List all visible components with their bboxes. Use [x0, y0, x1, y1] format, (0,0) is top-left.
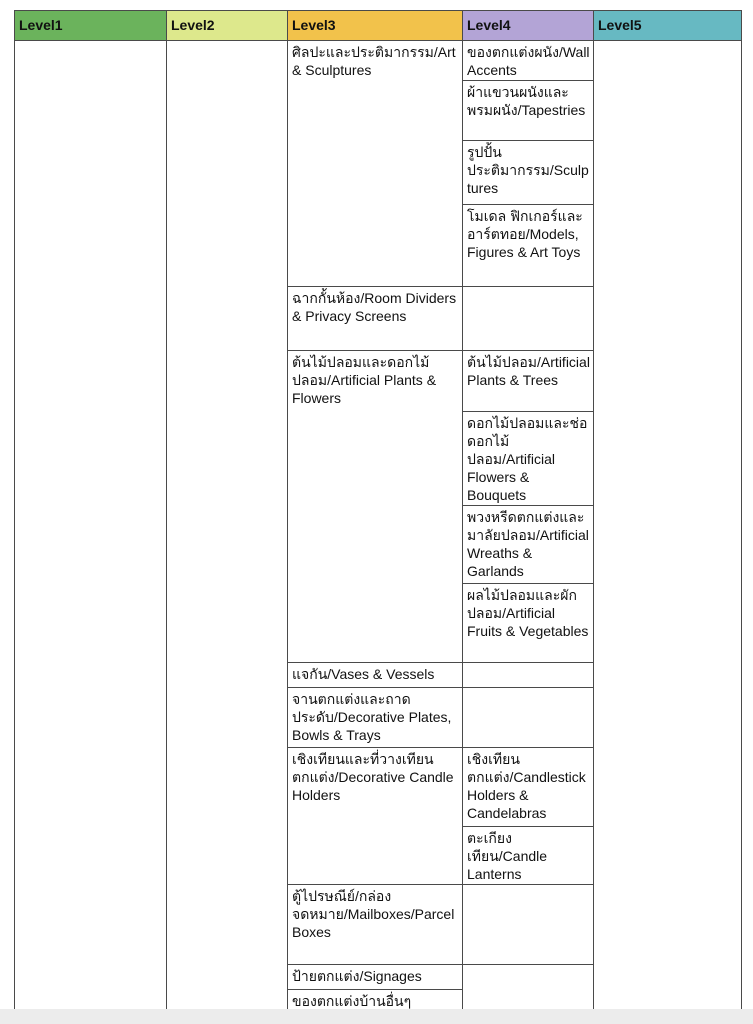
level4-empty-cell	[463, 287, 594, 351]
table-row	[15, 41, 742, 81]
level1-cell	[15, 41, 167, 1015]
header-level5: Level5	[594, 11, 742, 41]
level4-candle-lanterns: ตะเกียงเทียน/Candle Lanterns	[463, 827, 594, 885]
level4-artificial-wreaths: พวงหรีดตกแต่งและมาลัยปลอม/Artificial Wreaths & Garlands	[463, 506, 594, 584]
level2-cell	[167, 41, 288, 1015]
header-level4: Level4	[463, 11, 594, 41]
level3-artificial-plants: ต้นไม้ปลอมและดอกไม้ปลอม/Artificial Plants & Flowers	[288, 351, 463, 663]
level4-sculptures: รูปปั้นประติมากรรม/Sculptures	[463, 141, 594, 205]
header-level3: Level3	[288, 11, 463, 41]
header-level1: Level1	[15, 11, 167, 41]
level4-tapestries: ผ้าแขวนผนังและพรมผนัง/Tapestries	[463, 81, 594, 141]
category-table	[14, 10, 742, 1015]
level4-models-figures: โมเดล ฟิกเกอร์และอาร์ตทอย/Models, Figures & Art Toys	[463, 205, 594, 287]
level3-candle-holders: เชิงเทียนและที่วางเทียนตกแต่ง/Decorative Candle Holders	[288, 748, 463, 885]
page-bottom-margin	[0, 1009, 753, 1024]
level4-empty-cell	[463, 885, 594, 965]
level4-empty-cell	[463, 688, 594, 748]
header-row	[15, 11, 742, 41]
level3-vases: แจกัน/Vases & Vessels	[288, 663, 463, 688]
level3-decorative-plates: จานตกแต่งและถาดประดับ/Decorative Plates, Bowls & Trays	[288, 688, 463, 748]
level4-artificial-flowers: ดอกไม้ปลอมและช่อดอกไม้ปลอม/Artificial Flowers & Bouquets	[463, 412, 594, 506]
level3-other-decor: ของตกแต่งบ้านอื่นๆ	[288, 990, 463, 1015]
level3-room-dividers: ฉากกั้นห้อง/Room Dividers & Privacy Screens	[288, 287, 463, 351]
level3-signages: ป้ายตกแต่ง/Signages	[288, 965, 463, 990]
level4-empty-cell	[463, 663, 594, 688]
header-level2: Level2	[167, 11, 288, 41]
level5-cell	[594, 41, 742, 1015]
level4-artificial-fruits: ผลไม้ปลอมและผักปลอม/Artificial Fruits & Vegetables	[463, 584, 594, 663]
level4-wall-accents: ของตกแต่งผนัง/Wall Accents	[463, 41, 594, 81]
level4-empty-cell	[463, 965, 594, 1015]
level3-art-sculptures: ศิลปะและประติมากรรม/Art & Sculptures	[288, 41, 463, 287]
level3-mailboxes: ตู้ไปรษณีย์/กล่องจดหมาย/Mailboxes/Parcel Boxes	[288, 885, 463, 965]
level4-artificial-plants-trees: ต้นไม้ปลอม/Artificial Plants & Trees	[463, 351, 594, 412]
level4-candlestick-holders: เชิงเทียนตกแต่ง/Candlestick Holders & Candelabras	[463, 748, 594, 827]
